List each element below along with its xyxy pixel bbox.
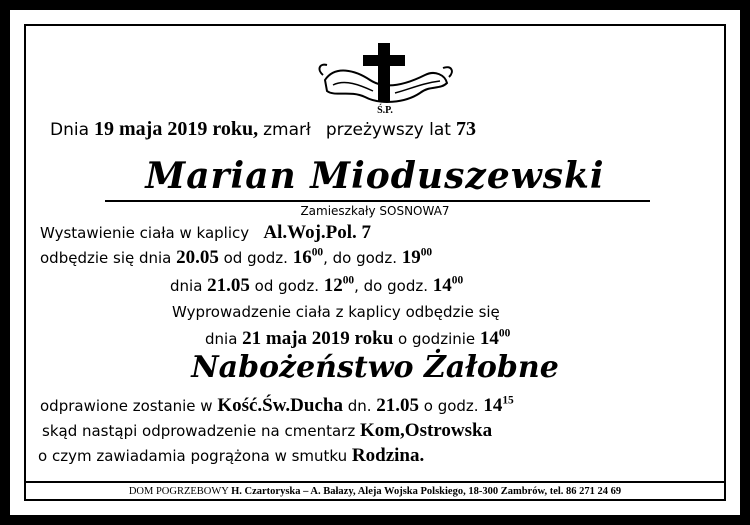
funeral-home-footer: DOM POGRZEBOWY H. Czartoryska – A. Bałazy, Aleja Wojska Polskiego, 18-300 Zambrów, tel. 86 271 24 69	[24, 481, 726, 501]
family-line: o czym zawiadamia pogrążona w smutku Rodzina.	[38, 445, 425, 466]
cross-with-ribbon-icon	[315, 35, 455, 120]
emblem-initials: Ś.P.	[377, 105, 393, 116]
burial-line: skąd nastąpi odprowadzenie na cmentarz Kom,Ostrowska	[42, 420, 493, 441]
residence: Zamieszkały SOSNOWA7	[300, 204, 450, 218]
service-title: Nabożeństwo Żałobne	[191, 350, 559, 385]
viewing-line: Wystawienie ciała w kaplicy Al.Woj.Pol. 7	[40, 222, 372, 243]
viewing-day2-line: dnia 21.05 od godz. $12^{00}$, do godz. $14^{00}$	[170, 274, 464, 296]
name-underline	[105, 200, 650, 202]
service-line: odprawione zostanie w Kość.Św.Ducha dn. 21.05 o godz. $14^{15}$	[40, 394, 514, 416]
deceased-name: Marian Mioduszewski	[145, 155, 605, 197]
notice-card	[10, 10, 740, 515]
viewing-day1-line: odbędzie się dnia 20.05 od godz. $16^{00}$, do godz. $19^{00}$	[40, 246, 433, 268]
departure-time-line: dnia 21 maja 2019 roku o godzinie $14^{00}$	[205, 327, 511, 349]
departure-line: Wyprowadzenie ciała z kaplicy odbędzie się	[172, 303, 500, 321]
death-date-line: Dnia 19 maja 2019 roku, zmarł przeżywszy lat 73	[50, 118, 476, 140]
